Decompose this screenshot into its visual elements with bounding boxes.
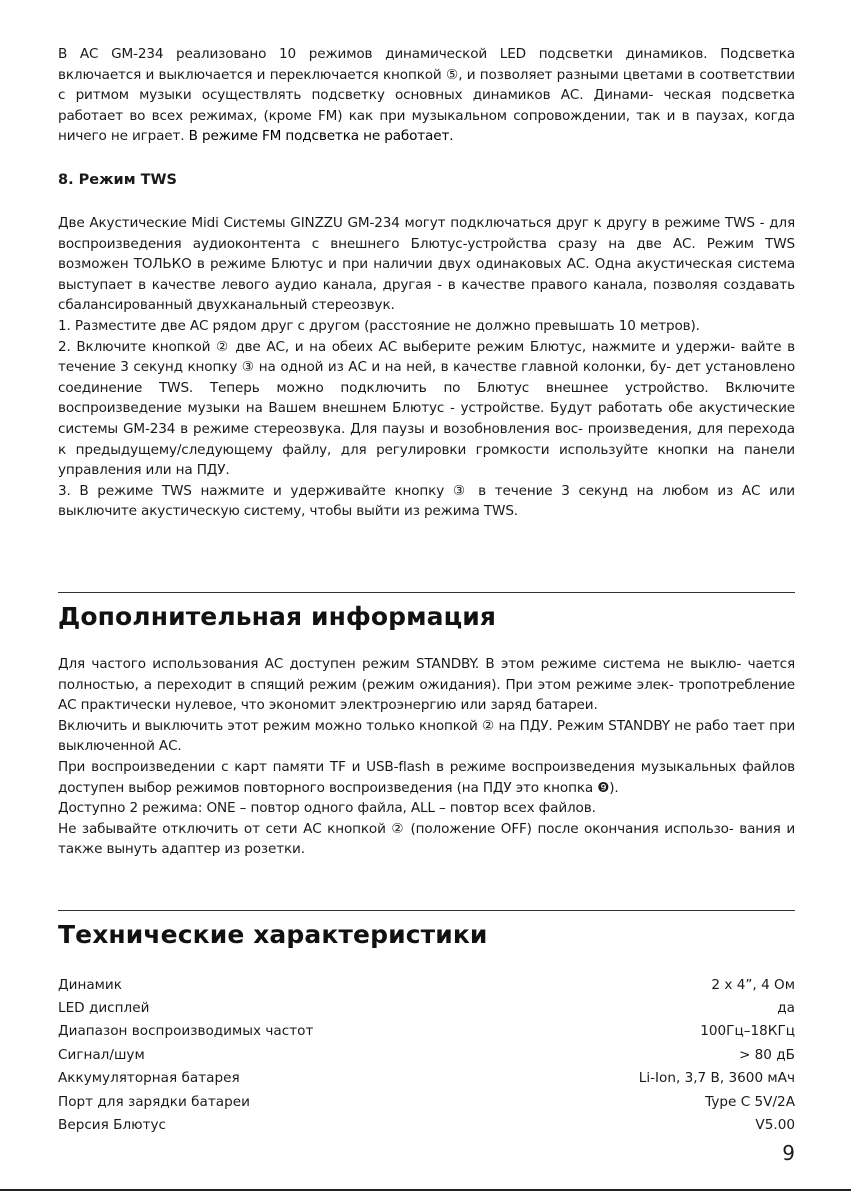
intro-text: В АС GM-234 реализовано 10 режимов динамической LED подсветки динамиков. Подсветка включается и выключается и переключается кнопкой ⑤, и позволяет разными цветами в соответствии с ритмом музыки осуществлять подсветку основных динамиков АС. Динами- ческая подсветка работает во всех режимах, (кроме FM) как при музыкальном сопровождении, так и в паузах, когда ничего не играет. — [58, 46, 795, 145]
spec-value: 100Гц–18КГц — [700, 1023, 795, 1040]
spec-row — [58, 973, 795, 996]
extra-paragraph: Доступно 2 режима: ONE – повтор одного файла, ALL – повтор всех файлов. — [58, 800, 596, 817]
heading-specs: Технические характеристики — [58, 920, 488, 949]
extra-paragraph: Для частого использования АС доступен режим STANDBY. В этом режиме система не выклю- чается полностью, а переходит в спящий режим (режим ожидания). При этом режиме элек- тропотребление АС практически нулевое, что экономит электроэнергию или заряд батареи. — [58, 656, 795, 714]
page-content — [58, 44, 795, 522]
spec-label: LED дисплей — [58, 1000, 150, 1017]
spec-row — [58, 1113, 795, 1136]
extra-paragraph: При воспроизведении с карт памяти TF и USB-flash в режиме воспроизведения музыкальных файлов доступен выбор режимов повторного воспроизведения (на ПДУ это кнопка ❾). — [58, 758, 795, 796]
tws-step-3: 3. В режиме TWS нажмите и удерживайте кнопку ③ в течение 3 секунд на любом из АС или выключите акустическую систему, чтобы выйти из режима TWS. — [58, 482, 795, 520]
tws-step-1: 1. Разместите две АС рядом друг с другом (расстояние не должно превышать 10 метров). — [58, 317, 700, 334]
spec-label: Диапазон воспроизводимых частот — [58, 1023, 314, 1040]
spec-row — [58, 1043, 795, 1066]
spec-value: V5.00 — [755, 1117, 795, 1134]
specs-block — [58, 973, 795, 1137]
intro-emphasis: В режиме FM подсветка не работает. — [188, 128, 454, 145]
section-heading-tws: 8. Режим TWS — [58, 171, 177, 188]
spec-row — [58, 1067, 795, 1090]
extra-paragraph: Включить и выключить этот режим можно только кнопкой ② на ПДУ. Режим STANDBY не рабо тает при выключенной АС. — [58, 717, 795, 755]
spec-value: 2 х 4”, 4 Ом — [711, 976, 795, 993]
spec-label: Порт для зарядки батареи — [58, 1093, 250, 1110]
tws-paragraph: Две Акустические Midi Системы GINZZU GM-234 могут подключаться друг к другу в режиме TWS - для воспроизведения аудиоконтента с внешнего Блютус-устройства сразу на две АС. Режим TWS возможен ТОЛЬКО в режиме Блютус и при наличии двух одинаковых АС. Одна акустическая система выступает в качестве левого аудио канала, другая - в качестве правого канала, позволяя создавать сбалансированный двухканальный стереозвук. — [58, 214, 795, 314]
spec-value: да — [777, 1000, 795, 1017]
page-number: 9 — [782, 1141, 795, 1165]
specs-table — [58, 973, 795, 1137]
intro-paragraph — [58, 44, 795, 147]
heading-extra-info: Дополнительная информация — [58, 602, 497, 631]
extra-info-block — [58, 654, 795, 860]
divider-specs — [58, 910, 795, 911]
spec-label: Сигнал/шум — [58, 1046, 145, 1063]
divider-extra — [58, 592, 795, 593]
tws-step-2: 2. Включите кнопкой ② две АС, и на обеих АС выберите режим Блютус, нажмите и удержи- вайте в течение 3 секунд кнопку ③ на одной из АС и на ней, в качестве главной колонки, бу- дет установлено соединение TWS. Теперь можно подключить по Блютус внешнее устройство. Включите воспроизведение музыки на Вашем внешнем Блютус - устройстве. Будут работать обе акустические системы GM-234 в режиме стереозвука. Для паузы и возобновления вос- произведения, для перехода к предыдущему/следующему файлу, для регулировки громкости используйте кнопки на панели управления или на ПДУ. — [58, 338, 795, 479]
spec-value: > 80 дБ — [738, 1046, 795, 1063]
spec-row — [58, 1020, 795, 1043]
spec-value: Type C 5V/2A — [705, 1093, 795, 1110]
spec-label: Динамик — [58, 976, 122, 993]
spec-row — [58, 996, 795, 1019]
bottom-border — [0, 1189, 851, 1191]
spec-row — [58, 1090, 795, 1113]
spec-label: Аккумуляторная батарея — [58, 1070, 240, 1087]
spec-label: Версия Блютус — [58, 1117, 167, 1134]
extra-paragraph: Не забывайте отключить от сети АС кнопкой ② (положение OFF) после окончания использо- вания и также вынуть адаптер из розетки. — [58, 820, 795, 858]
spec-value: Li-Ion, 3,7 В, 3600 мАч — [638, 1070, 795, 1087]
